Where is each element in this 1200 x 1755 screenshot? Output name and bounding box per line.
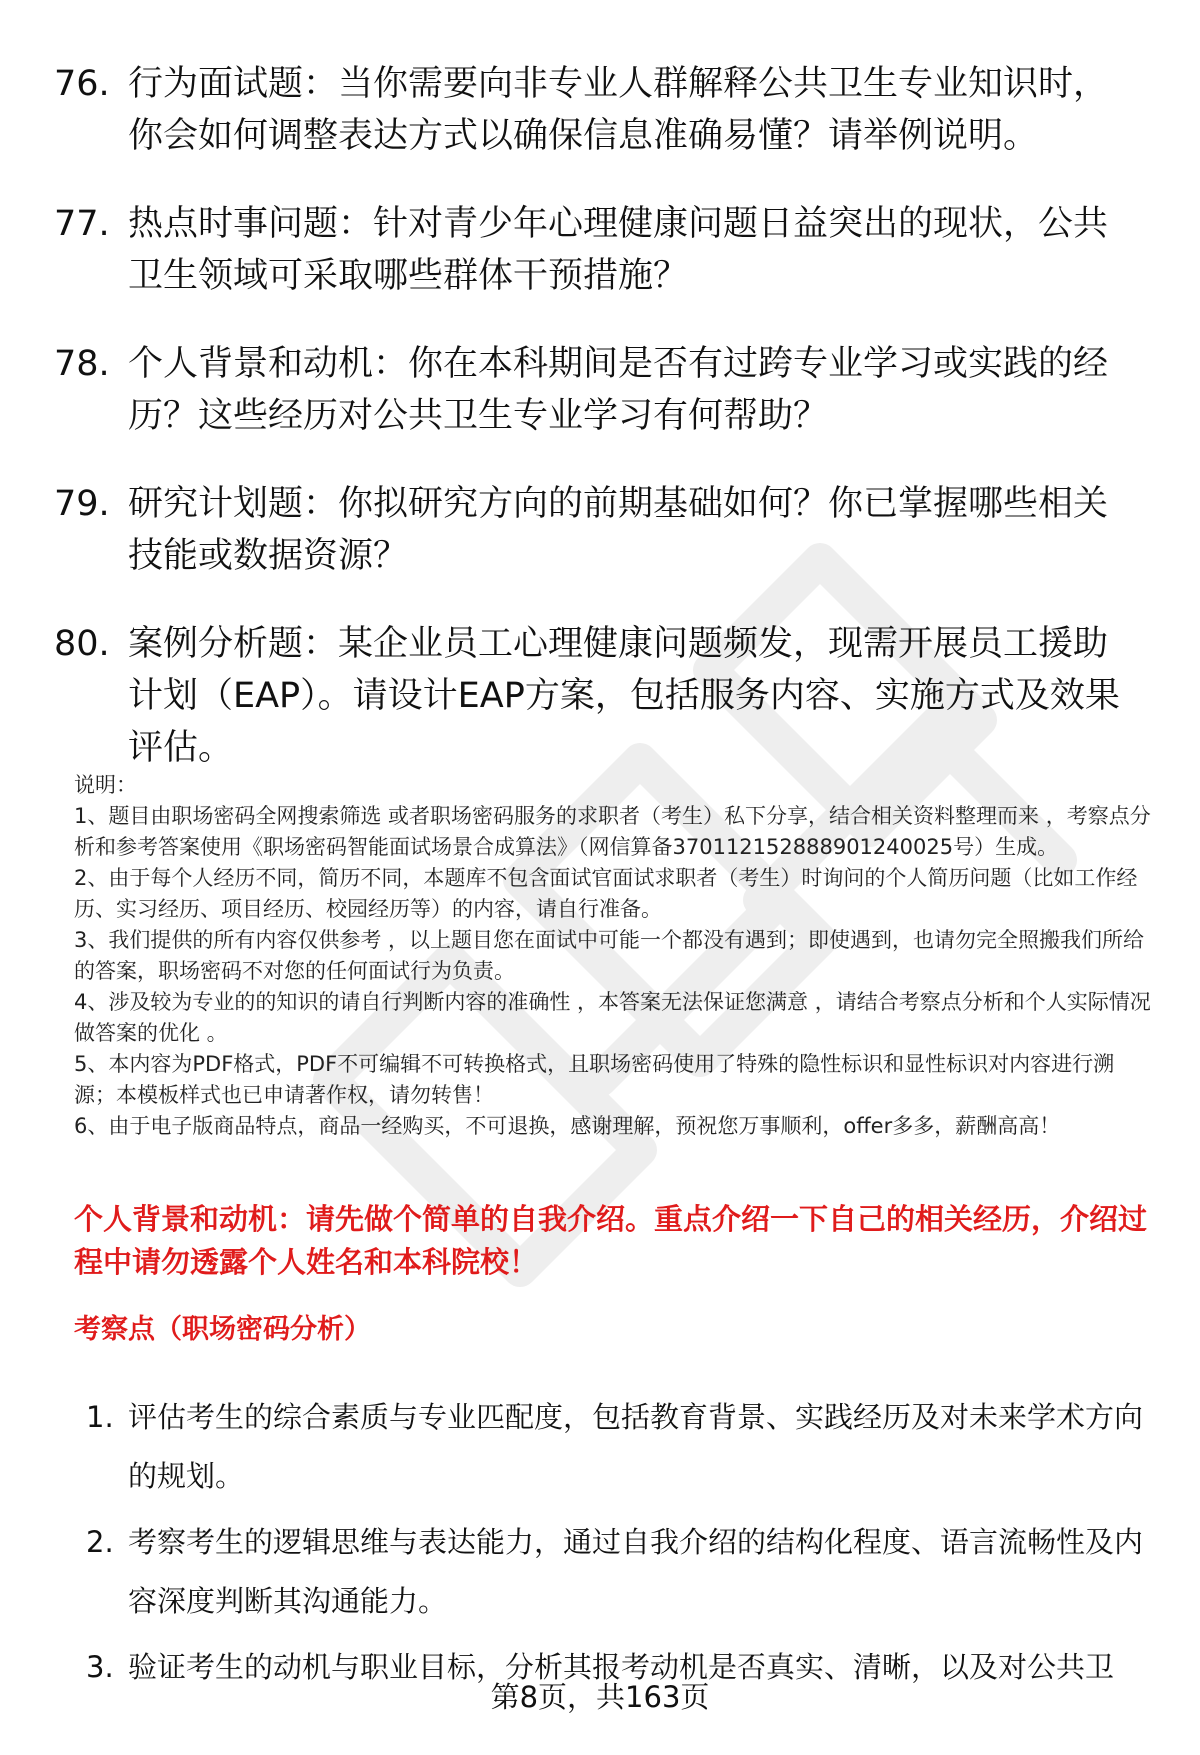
note-item: 5、本内容为PDF格式，PDF不可编辑不可转换格式，且职场密码使用了特殊的隐性标识和显性标识对内容进行溯源；本模板样式也已申请著作权，请勿转售！	[74, 1052, 1115, 1107]
point-text: 验证考生的动机与职业目标，分析其报考动机是否真实、清晰，以及对公共卫	[128, 1650, 1115, 1684]
note-item: 3、我们提供的所有内容仅供参考 ，以上题目您在面试中可能一个都没有遇到；即使遇到，也请勿完全照搬我们所给的答案，职场密码不对您的任何面试行为负责。	[74, 928, 1145, 983]
question-number: 78.	[54, 344, 110, 384]
question-item	[0, 618, 1200, 774]
question-text: 案例分析题：某企业员工心理健康问题频发，现需开展员工援助计划（EAP）。请设计EAP方案，包括服务内容、实施方式及效果评估。	[128, 624, 1120, 768]
analysis-points	[0, 1388, 1200, 1704]
notes-section	[74, 770, 1154, 1142]
point-number: 2.	[86, 1525, 114, 1559]
analysis-point	[0, 1513, 1200, 1631]
point-text: 评估考生的综合素质与专业匹配度，包括教育背景、实践经历及对未来学术方向的规划。	[128, 1400, 1144, 1493]
analysis-point	[0, 1388, 1200, 1506]
point-text: 考察考生的逻辑思维与表达能力，通过自我介绍的结构化程度、语言流畅性及内容深度判断其沟通能力。	[128, 1525, 1144, 1618]
page-footer: 第8页，共163页	[490, 1680, 710, 1714]
point-number: 1.	[86, 1400, 114, 1434]
notes-heading: 说明：	[74, 773, 137, 797]
question-list	[0, 58, 1200, 810]
note-item: 1、题目由职场密码全网搜索筛选 或者职场密码服务的求职者（考生）私下分享，结合相关资料整理而来 ，考察点分析和参考答案使用《职场密码智能面试场景合成算法》（网信算备370112152888901240025号）生成。	[74, 804, 1151, 859]
note-item: 6、由于电子版商品特点，商品一经购买，不可退换，感谢理解，预祝您万事顺利，offer多多，薪酬高高！	[74, 1114, 1061, 1138]
highlight-question: 个人背景和动机：请先做个简单的自我介绍。重点介绍一下自己的相关经历，介绍过程中请勿透露个人姓名和本科院校！	[74, 1202, 1148, 1279]
point-number: 3.	[86, 1650, 114, 1684]
question-number: 76.	[54, 64, 110, 104]
question-item	[0, 478, 1200, 582]
question-text: 热点时事问题：针对青少年心理健康问题日益突出的现状，公共卫生领域可采取哪些群体干预措施？	[128, 204, 1109, 296]
note-item: 2、由于每个人经历不同，简历不同，本题库不包含面试官面试求职者（考生）时询问的个人简历问题（比如工作经历、实习经历、项目经历、校园经历等）的内容，请自行准备。	[74, 866, 1138, 921]
question-item	[0, 198, 1200, 302]
question-number: 77.	[54, 204, 110, 244]
question-item	[0, 58, 1200, 162]
question-text: 行为面试题：当你需要向非专业人群解释公共卫生专业知识时，你会如何调整表达方式以确保信息准确易懂？请举例说明。	[128, 64, 1109, 156]
note-item: 4、涉及较为专业的的知识的请自行判断内容的准确性 ，本答案无法保证您满意 ，请结合考察点分析和个人实际情况做答案的优化 。	[74, 990, 1151, 1045]
question-item	[0, 338, 1200, 442]
question-number: 79.	[54, 484, 110, 524]
question-number: 80.	[54, 624, 110, 664]
question-text: 研究计划题：你拟研究方向的前期基础如何？你已掌握哪些相关技能或数据资源？	[128, 484, 1109, 576]
question-text: 个人背景和动机：你在本科期间是否有过跨专业学习或实践的经历？这些经历对公共卫生专业学习有何帮助？	[128, 344, 1109, 436]
analysis-title: 考察点（职场密码分析）	[74, 1314, 371, 1345]
